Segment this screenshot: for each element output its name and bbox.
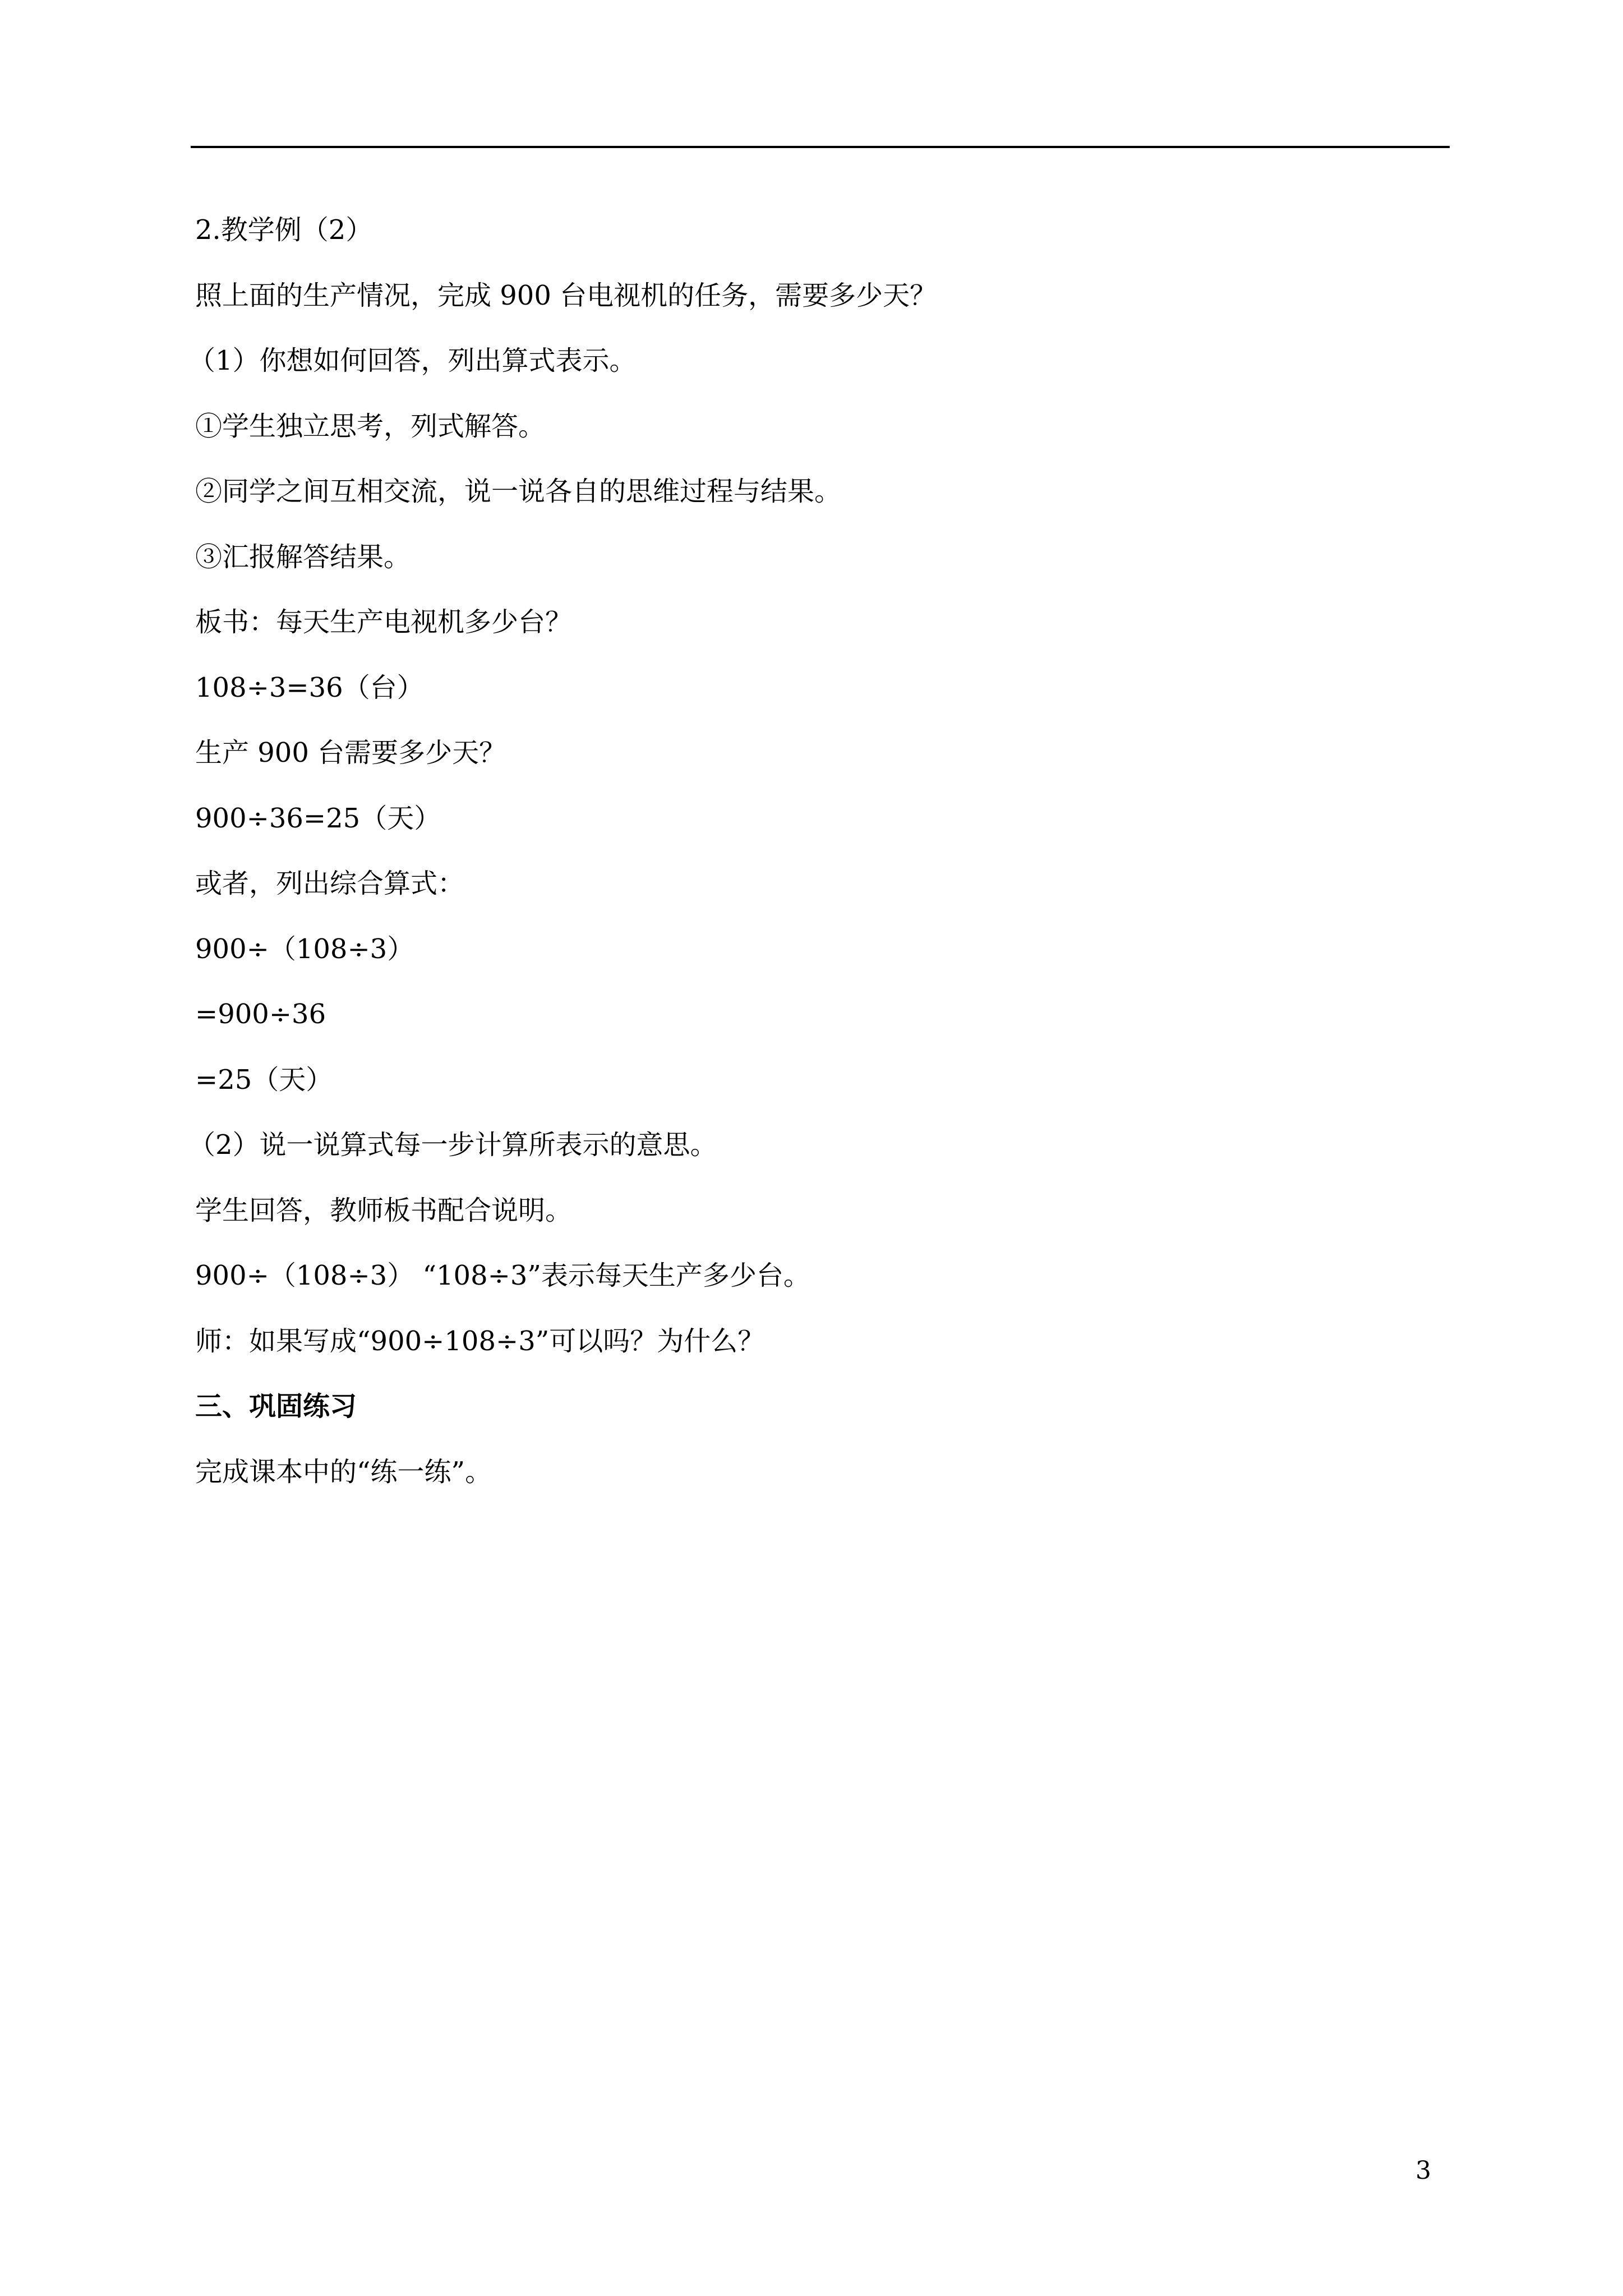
header-rule [191,146,1450,148]
doc-line-9: 生产 900 台需要多少天？ [195,737,506,769]
doc-line-15: （2）说一说算式每一步计算所表示的意思。 [188,1129,717,1161]
section-heading: 三、巩固练习 [195,1391,357,1422]
doc-line-1: 2.教学例（2） [195,214,373,246]
doc-line-8: 108÷3=36（台） [195,671,424,703]
doc-line-18: 师：如果写成“900÷108÷3”可以吗？为什么？ [195,1325,765,1357]
document-body [188,210,1446,1517]
doc-line-3: （1）你想如何回答，列出算式表示。 [188,345,637,376]
doc-line-12: 900÷（108÷3） [195,933,414,965]
doc-line-7: 板书：每天生产电视机多少台？ [195,606,573,638]
doc-line-17: 900÷（108÷3） “108÷3”表示每天生产多少台。 [195,1260,810,1291]
doc-line-2: 照上面的生产情况，完成 900 台电视机的任务，需要多少天？ [195,279,937,311]
doc-line-16: 学生回答，教师板书配合说明。 [195,1194,573,1226]
doc-line-4: ①学生独立思考，列式解答。 [195,410,546,442]
doc-line-11: 或者，列出综合算式： [195,868,465,899]
doc-line-20: 完成课本中的“练一练”。 [195,1456,492,1488]
doc-line-14: =25（天） [195,1064,333,1096]
page-number: 3 [1415,2156,1431,2185]
doc-line-13: =900÷36 [195,999,326,1030]
doc-line-6: ③汇报解答结果。 [195,541,411,573]
doc-line-5: ②同学之间互相交流，说一说各自的思维过程与结果。 [195,476,842,507]
doc-line-10: 900÷36=25（天） [195,802,441,834]
